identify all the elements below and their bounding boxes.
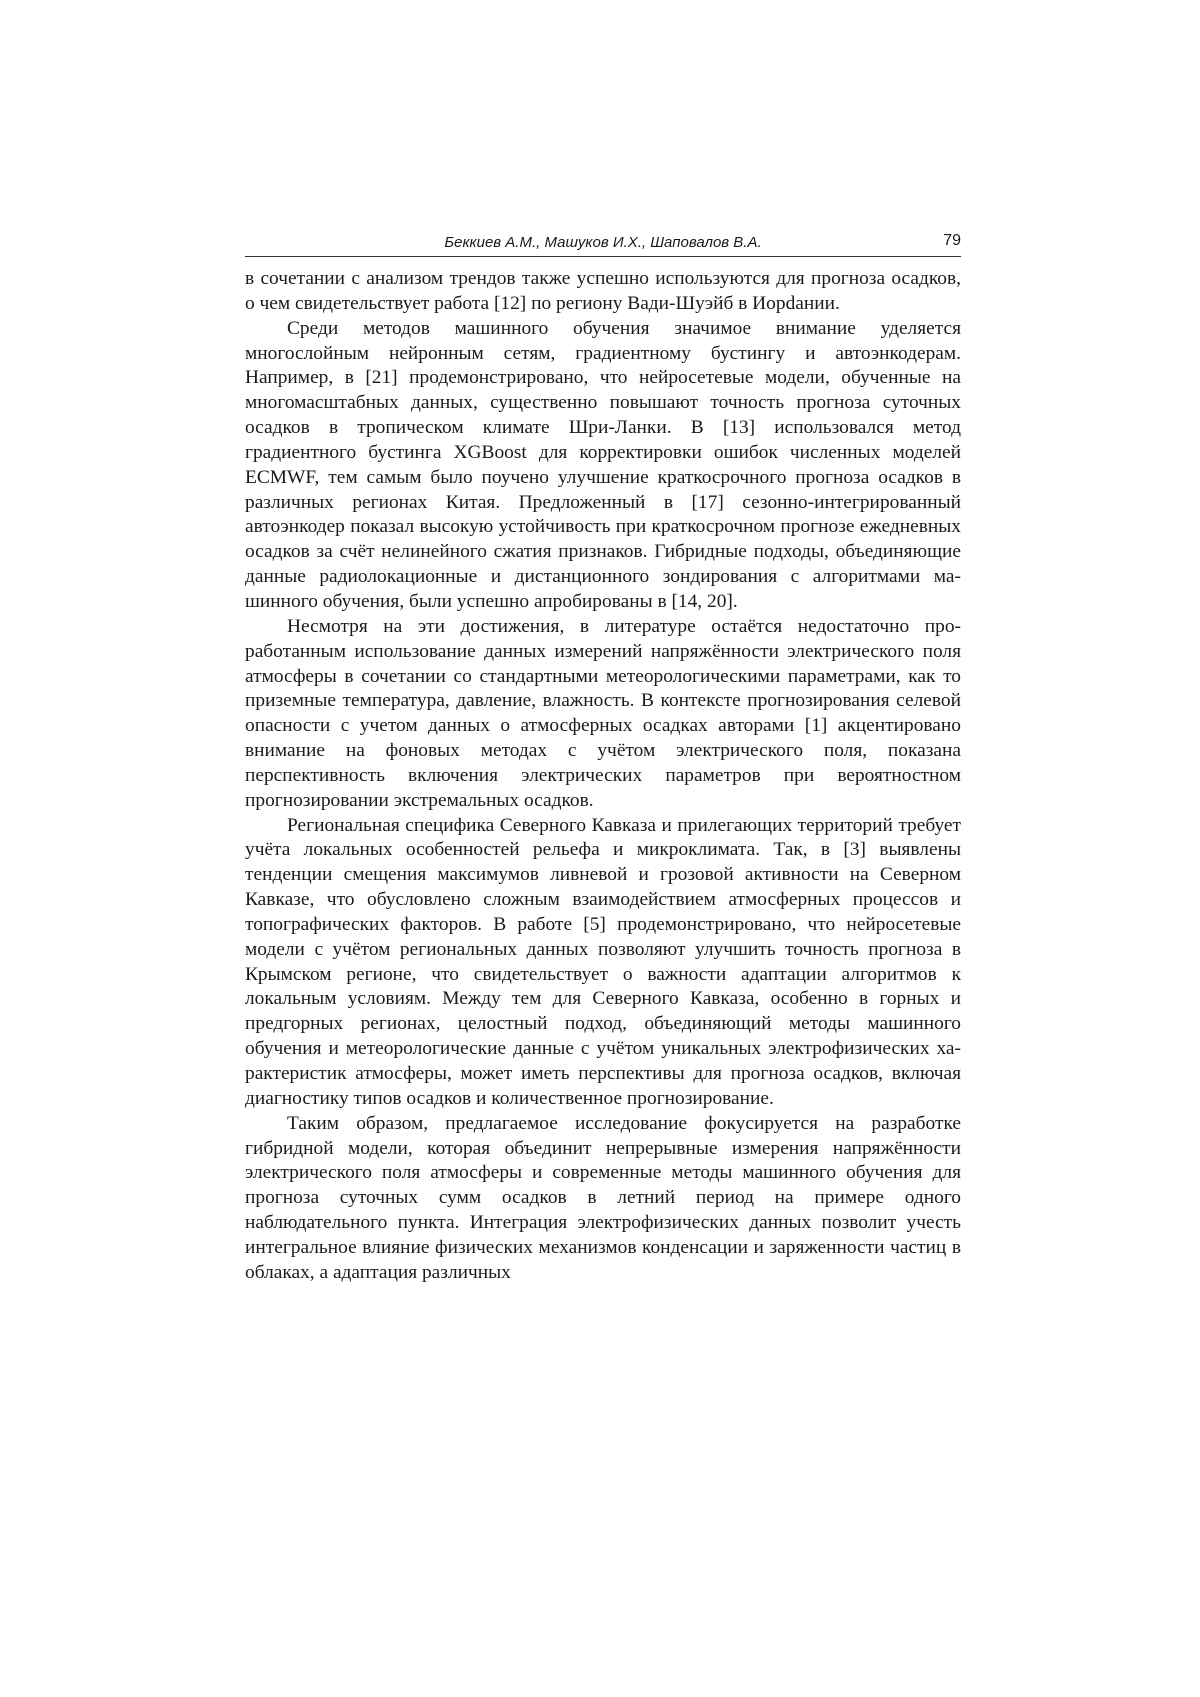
paragraph-continuation: в сочетании с анализом трендов также успешно используются для прогноза осадков, о чем свидетельствует работа [12] по региону Вади-Шуэйб в Иорdании. <box>245 268 961 314</box>
paragraph-north-caucasus: Региональная специфика Северного Кавказа и прилегающих территорий требует учёта локальных особенностей рельефа и микроклимата. Так, в [3] выявлены тенденции смещения максимумов ливневой и грозовой активности на Северном Кавказе, что обусловлено сложным взаимодействием атмосферных процессов и топографических факторов. В работе [5] продемонстрировано, что нейросетевые модели с учётом региональных данных позволяют улучшить точность прогноза в Крымском регионе, что свидетельствует о важности адаптации алгоритмов к локальным условиям. Между тем для Северного Кавказа, особенно в горных и предгорных регионах, целостный подход, объединяющий методы машинного обучения и метеорологические данные с учётом уникальных электрофизических характеристик атмосферы, может иметь перспективы для прогноза осадков, включая диагностику типов осадков и количественное прогнозирование. <box>245 814 961 1109</box>
paragraph-electric-field-gap: Несмотря на эти достижения, в литературе остаётся недостаточно проработанным использование данных измерений напряжённости электрического поля атмосферы в сочетании со стандартными метеорологическими параметрами, как то приземные температура, давление, влажность. В контексте прогнозирования селевой опасности с учетом данных о атмосферных осадках авторами [1] акцентировано внимание на фоновых методах с учётом электрического поля, показана перспективность включения электрических параметров при вероятностном прогнозировании экстремальных осадков. <box>245 615 961 811</box>
running-header-authors: Беккиев А.М., Машуков И.Х., Шаповалов В.А. <box>444 234 762 251</box>
running-header <box>245 230 961 257</box>
body-text <box>245 267 961 1286</box>
paragraph-ml-methods: Среди методов машинного обучения значимое внимание уделяется многослойным нейронным сетям, градиентному бустингу и автоэнкодерам. Например, в [21] продемонстрировано, что нейросетевые модели, обученные на многомасштабных данных, существенно повышают точность прогноза суточных осадков в тропическом климате Шри-Ланки. В [13] использовался метод градиентного бустинга XGBoost для корректировки ошибок численных моделей ECMWF, тем самым было поучено улучшение краткосрочного прогноза осадков в различных регионах Китая. Предложенный в [17] сезонно-интегрированный автоэнкодер показал высокую устойчивость при краткосрочном прогнозе ежедневных осадков за счёт нелинейного сжатия признаков. Гибридные подходы, объединяющие данные радиолокационные и дистанционного зондирования с алгоритмами машинного обучения, были успешно апробированы в [14, 20]. <box>245 317 961 612</box>
page-number: 79 <box>943 232 961 249</box>
page <box>245 230 961 1286</box>
paragraph-study-focus: Таким образом, предлагаемое исследование фокусируется на разработке гибридной модели, которая объединит непрерывные измерения напряжённости электрического поля атмосферы и современные методы машинного обучения для прогноза суточных сумм осадков в летний период на примере одного наблюдательного пункта. Интеграция электрофизических данных позволит учесть интегральное влияние физических механизмов конденсации и заряженности частиц в облаках, а адаптация различных <box>245 1112 961 1283</box>
